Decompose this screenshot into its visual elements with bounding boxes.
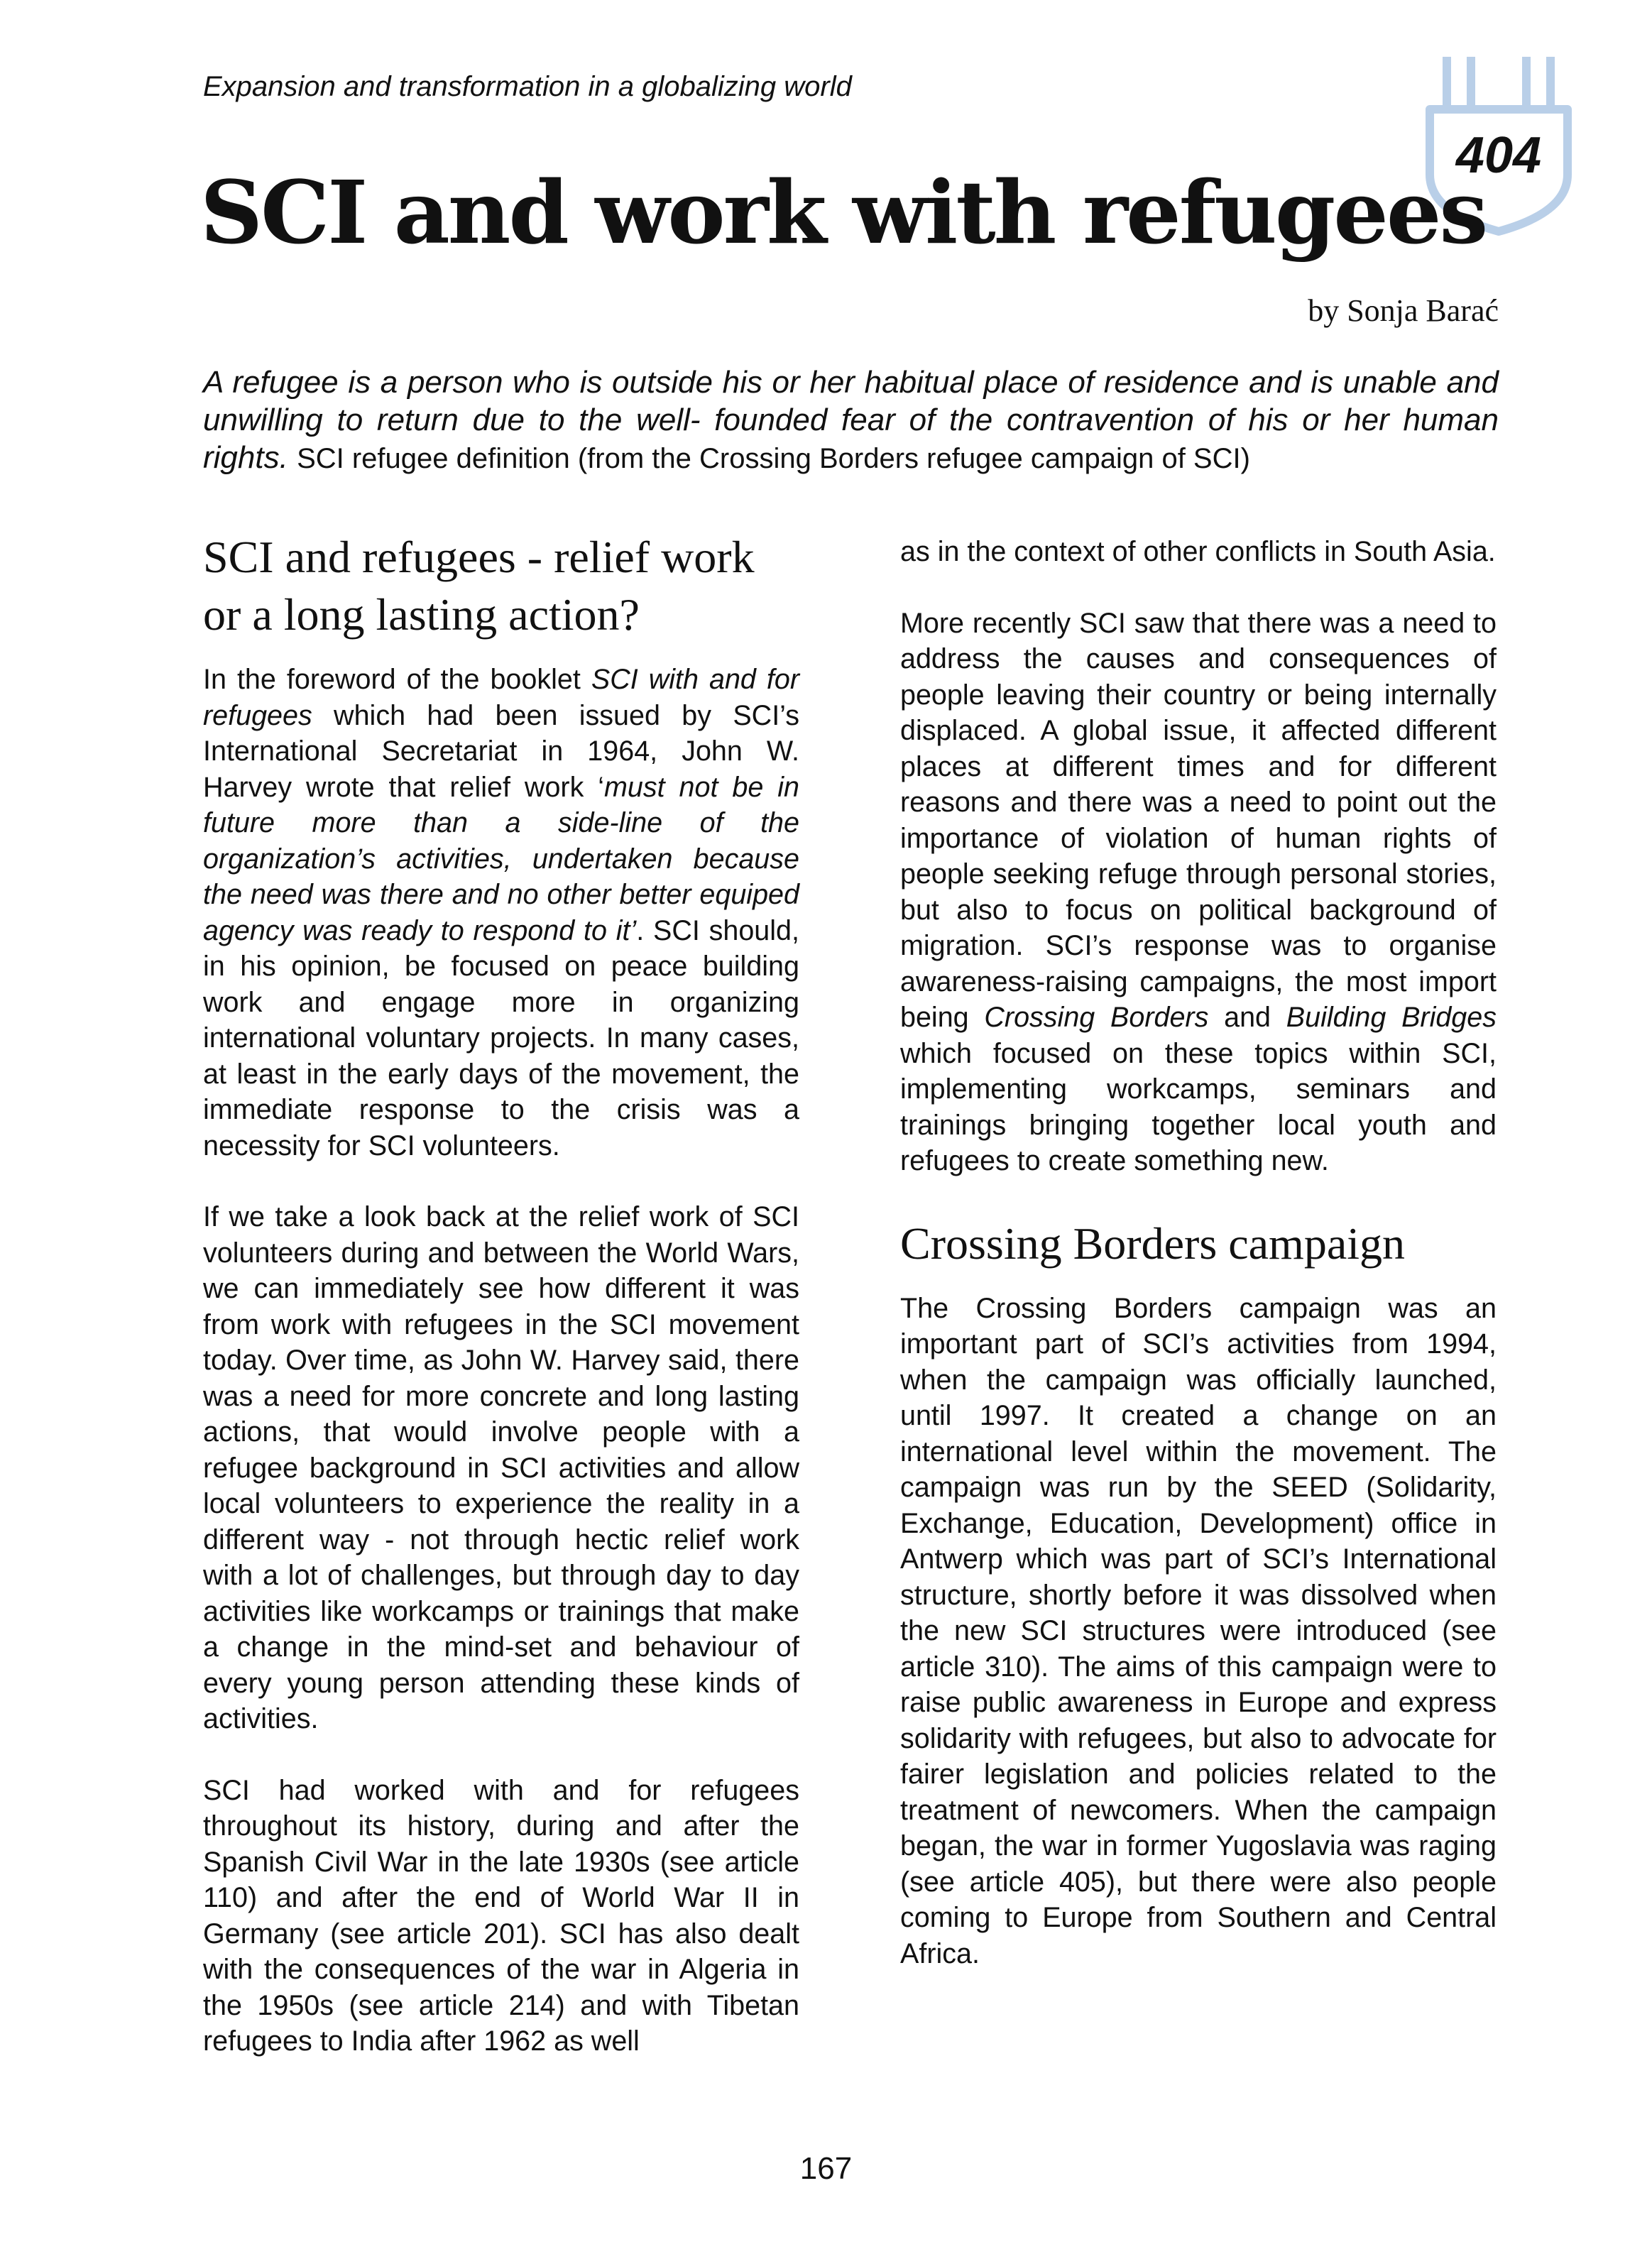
byline: by Sonja Barać — [1308, 293, 1499, 328]
epigraph-quote: A refugee is a person who is outside his or her habitual place of residence and is unable and unwilling to return due to the well- founded fear of the contravention of his or her human rights. — [203, 365, 1499, 475]
right-column — [900, 534, 1497, 2007]
paragraph: More recently SCI saw that there was a need to address the causes and consequences of people leaving their country or being internally displaced. A global issue, it affected different places at different times and for different reasons and there was a need to point out the importance of violation of human rights of people seeking refuge through personal stories, but also to focus on political background of migration. SCI’s response was to organise awareness-raising campaigns, the most import being Crossing Borders and Building Bridges which focused on these topics within SCI, implementing workcamps, seminars and trainings bringing together local youth and refugees to create something new. — [900, 607, 1497, 1176]
left-column — [203, 528, 799, 2095]
paragraph: The Crossing Borders campaign was an important part of SCI’s activities from 1994, when the campaign was officially launched, until 1997. It created a change on an international level within the movement. The campaign was run by the SEED (Solidarity, Exchange, Education, Development) office in Antwerp which was part of SCI’s International structure, shortly before it was dissolved when the new SCI structures were introduced (see article 310). The aims of this campaign were to raise public awareness in Europe and express solidarity with refugees, but also to advocate for fairer legislation and policies related to the treatment of newcomers. When the campaign began, the war in former Yugoslavia was raging (see article 405), but there were also people coming to Europe from Southern and Central Africa. — [900, 1292, 1497, 1969]
section-heading-crossing-borders: Crossing Borders campaign — [900, 1218, 1405, 1269]
epigraph-source: SCI refugee definition (from the Crossing Borders refugee campaign of SCI) — [297, 443, 1250, 474]
paragraph: SCI had worked with and for refugees throughout its history, during and after the Spanish Civil War in the late 1930s (see article 110) and after the end of World War II in Germany (see article 201). SCI has also dealt with the consequences of the war in Algeria in the 1950s (see article 214) and with Tibetan refugees to India after 1962 as well — [203, 1774, 799, 2057]
paragraph: If we take a look back at the relief work of SCI volunteers during and between the World Wars, we can immediately see how different it was from work with refugees in the SCI movement today. Over time, as John W. Harvey said, there was a need for more concrete and long lasting actions, that would involve people with a refugee background in SCI activities and allow local volunteers to experience the reality in a different way - not through hectic relief work with a lot of challenges, but through day to day activities like workcamps or trainings that make a change in the mind-set and behaviour of every young person attending these kinds of activities. — [203, 1201, 799, 1734]
page-number: 167 — [799, 2151, 853, 2186]
article-title: SCI and work with refugees — [200, 161, 1487, 263]
epigraph — [203, 363, 1499, 478]
paragraph: In the foreword of the booklet SCI with and for refugees which had been issued by SCI’s International Secretariat in 1964, John W. Harvey wrote that relief work ‘must not be in future more than a side-line of the organization’s activities, undertaken because the need was there and no other better equiped agency was ready to respond to it’. SCI should, in his opinion, be focused on peace building work and engage more in organizing international voluntary projects. In many cases, at least in the early days of the movement, the immediate response to the crisis was a necessity for SCI volunteers. — [203, 664, 799, 1161]
article-number: 404 — [1455, 127, 1542, 184]
running-header: Expansion and transformation in a globalizing world — [203, 71, 852, 102]
section-heading-relief-work: SCI and refugees - relief work or a long lasting action? — [203, 532, 755, 640]
paragraph: as in the context of other conflicts in South Asia. — [900, 536, 1496, 567]
